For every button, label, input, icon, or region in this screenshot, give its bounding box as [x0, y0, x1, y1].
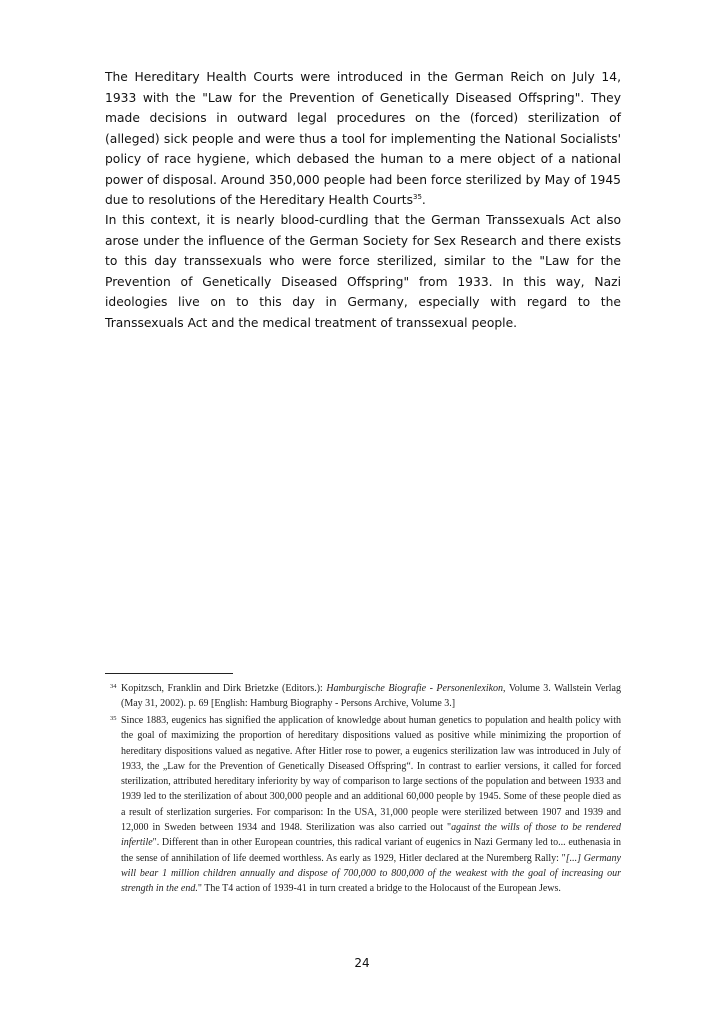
footnote-34-details: , Volume 3. Wallstein Verlag (May 31, 2002). p. 69 [English: Hamburg Biography - Persons Archive, Volume 3.] [121, 683, 621, 710]
body-paragraph-2: In this context, it is nearly blood-curdling that the German Transsexuals Act also arose under the influence of the German Society for Sex Research and there exists to this day transsexuals who were force sterilized, similar to the "Law for the Prevention of Genetically Diseased Offspring" from 1933. In this way, Nazi ideologies live on to this day in Germany, especially with regard to the Transsexuals Act and the medical treatment of transsexual people. [105, 213, 621, 330]
footnote-35-quote-2: [...] Germany will bear 1 million children annually and dispose of 700,000 to 800,000 of the weakest with the goal of increasing our strength in the end. [121, 852, 622, 895]
footnote-34-title: Hamburgische Biografie - Personenlexikon [326, 683, 504, 694]
footnote-35-number: 35 [110, 715, 117, 722]
footnote-35-text [110, 713, 621, 897]
footnote-34 [110, 681, 621, 712]
footnote-35-part-b: ". Different than in other European countries, this radical variant of eugenics in Nazi Germany led to... euthenasia in the sense of annihilation of life deemed worthless. As early as 1929, Hitler declared at the Nuremberg Rally: " [121, 837, 621, 864]
footnote-ref-35: 35 [413, 192, 422, 201]
footnote-35-quote-1: against the wills of those to be rendered infertile [121, 822, 621, 849]
body-paragraph-1 [105, 67, 621, 211]
footnote-34-text [110, 681, 621, 712]
footnote-divider [105, 673, 233, 674]
footnote-35 [110, 713, 621, 897]
paragraph-1-end: . [421, 193, 426, 207]
footnote-35-part-c: " The T4 action of 1939-41 in turn created a bridge to the Holocaust of the European Jews. [197, 883, 561, 895]
footnote-35-part-a: Since 1883, eugenics has signified the application of knowledge about human genetics to population and health policy with the goal of maximizing the proportion of hereditary dispositions valued as positive while minimizing the proportion of hereditary dispositions valued as negative. After Hitler rose to power, a eugenics sterilization law was introduced in July of 1933, the „Law for the Prevention of Genetically Diseased Offspring“. In contrast to earlier versions, it called for forced sterilization, attributed hereditary inferiority by way of comparison to large sections of the population and between 1933 and 1939 led to the sterilization of about 300,000 people and an additional 60,000 people by 1945. Some of these people died as a result of sterlization surgeries. For comparison: In the USA, 31,000 people were sterilized between 1907 and 1939 and 12,000 in Sweden between 1934 and 1948. Sterilization was also carried out " [121, 715, 621, 834]
footnote-34-number: 34 [110, 683, 117, 690]
footnote-34-authors: Kopitzsch, Franklin and Dirk Brietzke (Editors.): [121, 683, 327, 694]
page-number: 24 [354, 956, 370, 970]
paragraph-1-text: The Hereditary Health Courts were introduced in the German Reich on July 14, 1933 with the "Law for the Prevention of Genetically Diseased Offspring". They made decisions in outward legal procedures on the (forced) sterilization of (alleged) sick people and were thus a tool for implementing the National Socialists' policy of race hygiene, which debased the human to a mere object of a national power of disposal. Around 350,000 people had been force sterilized by May of 1945 due to resolutions of the Hereditary Health Courts [105, 70, 621, 207]
